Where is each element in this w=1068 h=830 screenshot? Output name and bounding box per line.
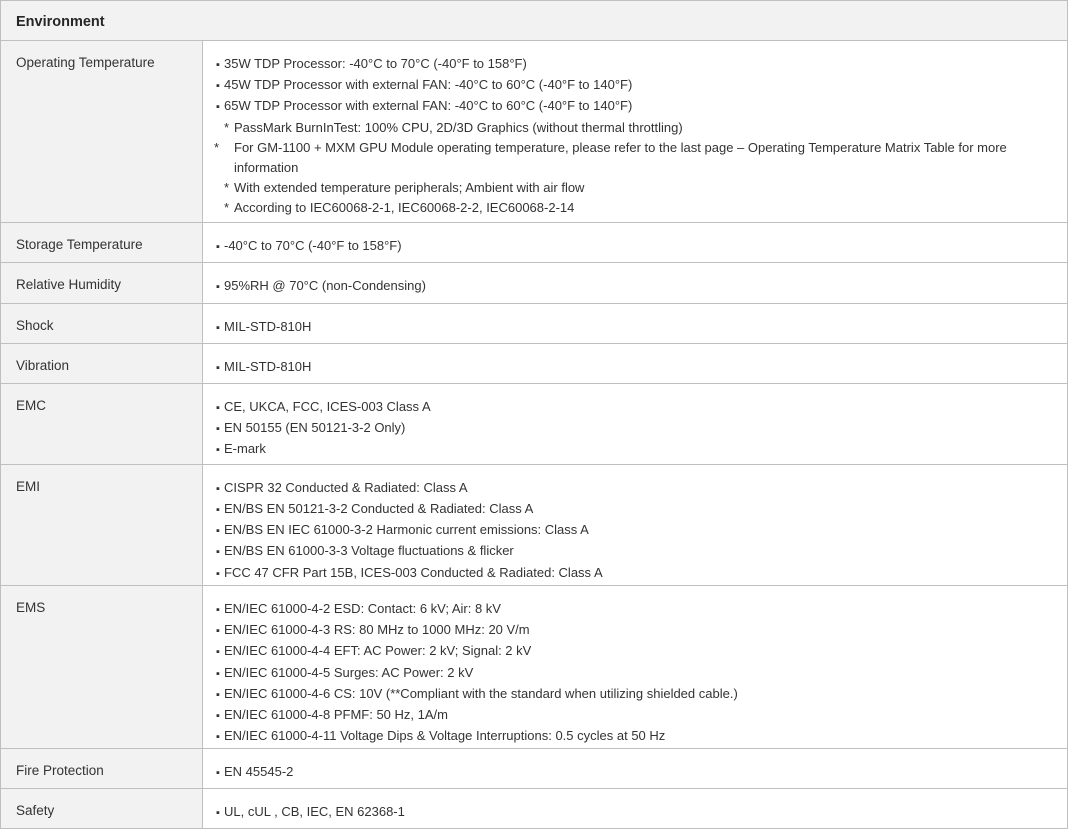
item-text: EN/IEC 61000-4-11 Voltage Dips & Voltage Interruptions: 0.5 cycles at 50 Hz bbox=[224, 728, 666, 744]
item-text: EN/IEC 61000-4-8 PFMF: 50 Hz, 1A/m bbox=[224, 707, 448, 723]
row-label: Operating Temperature bbox=[16, 55, 155, 71]
bullet-icon: ▪ bbox=[216, 567, 220, 580]
item-text: 65W TDP Processor with external FAN: -40°C to 60°C (-40°F to 140°F) bbox=[224, 98, 633, 114]
row-label-cell bbox=[1, 586, 203, 749]
table-row bbox=[1, 586, 1068, 749]
list-item bbox=[216, 563, 1067, 584]
row-value-cell bbox=[203, 383, 1068, 464]
row-value-cell bbox=[203, 748, 1068, 788]
list-item bbox=[216, 520, 1067, 541]
list-item bbox=[216, 418, 1067, 439]
list-item bbox=[216, 499, 1067, 520]
asterisk-icon: * bbox=[224, 180, 230, 196]
list-item bbox=[216, 236, 1067, 257]
row-label: EMC bbox=[16, 397, 46, 413]
bullet-icon: ▪ bbox=[216, 401, 220, 414]
spec-list bbox=[203, 749, 1067, 783]
table-row bbox=[1, 383, 1068, 464]
item-text: 95%RH @ 70°C (non-Condensing) bbox=[224, 278, 426, 294]
list-item bbox=[216, 439, 1067, 460]
row-label-cell bbox=[1, 41, 203, 223]
bullet-icon: ▪ bbox=[216, 482, 220, 495]
section-header-cell bbox=[1, 1, 1068, 41]
list-item bbox=[216, 762, 1067, 783]
row-value-cell bbox=[203, 303, 1068, 343]
row-value-cell bbox=[203, 263, 1068, 303]
list-item bbox=[216, 75, 1067, 96]
spec-list bbox=[203, 223, 1067, 257]
row-label-cell bbox=[1, 464, 203, 585]
item-text: EN 45545-2 bbox=[224, 763, 294, 779]
item-text: MIL-STD-810H bbox=[224, 318, 312, 334]
row-label-cell bbox=[1, 343, 203, 383]
bullet-icon: ▪ bbox=[216, 422, 220, 435]
row-value-cell bbox=[203, 41, 1068, 223]
item-text: PassMark BurnInTest: 100% CPU, 2D/3D Graphics (without thermal throttling) bbox=[234, 119, 683, 135]
item-text: EN/IEC 61000-4-6 CS: 10V (**Compliant with the standard when utilizing shielded cable.) bbox=[224, 685, 738, 701]
item-text: EN 50155 (EN 50121-3-2 Only) bbox=[224, 419, 406, 435]
item-text: EN/BS EN 50121-3-2 Conducted & Radiated: Class A bbox=[224, 501, 534, 516]
row-label: Storage Temperature bbox=[16, 237, 143, 253]
bullet-icon: ▪ bbox=[216, 667, 220, 680]
row-label: Vibration bbox=[16, 357, 70, 373]
item-text: EN/IEC 61000-4-2 ESD: Contact: 6 kV; Air: 8 kV bbox=[224, 601, 501, 617]
row-label-cell bbox=[1, 788, 203, 828]
item-text: FCC 47 CFR Part 15B, ICES-003 Conducted & Radiated: Class A bbox=[224, 564, 603, 580]
list-item bbox=[216, 684, 1067, 705]
section-title: Environment bbox=[16, 14, 105, 30]
bullet-icon: ▪ bbox=[216, 688, 220, 701]
spec-list bbox=[203, 263, 1067, 297]
spec-list bbox=[203, 41, 1067, 219]
spec-list bbox=[203, 586, 1067, 747]
bullet-icon: ▪ bbox=[216, 59, 220, 72]
row-value-cell bbox=[203, 223, 1068, 263]
bullet-icon: ▪ bbox=[216, 361, 220, 374]
row-label-cell bbox=[1, 748, 203, 788]
list-item bbox=[216, 96, 1067, 117]
asterisk-icon: * bbox=[224, 119, 230, 135]
bullet-icon: ▪ bbox=[216, 766, 220, 779]
note-item bbox=[216, 178, 1067, 198]
row-label: Relative Humidity bbox=[16, 277, 122, 293]
bullet-icon: ▪ bbox=[216, 710, 220, 723]
item-text: -40°C to 70°C (-40°F to 158°F) bbox=[224, 238, 402, 254]
spec-list bbox=[203, 384, 1067, 461]
list-item bbox=[216, 705, 1067, 726]
item-text: 45W TDP Processor with external FAN: -40°C to 60°C (-40°F to 140°F) bbox=[224, 77, 633, 93]
item-text: EN/IEC 61000-4-5 Surges: AC Power: 2 kV bbox=[224, 664, 474, 680]
row-value-cell bbox=[203, 586, 1068, 749]
list-item bbox=[216, 54, 1067, 75]
bullet-icon: ▪ bbox=[216, 444, 220, 457]
asterisk-icon: * bbox=[214, 139, 220, 155]
table-row bbox=[1, 343, 1068, 383]
row-label-cell bbox=[1, 383, 203, 464]
bullet-icon: ▪ bbox=[216, 504, 220, 516]
list-item bbox=[216, 541, 1067, 562]
asterisk-icon: * bbox=[224, 200, 230, 216]
table-row bbox=[1, 788, 1068, 828]
list-item bbox=[216, 357, 1067, 378]
bullet-icon: ▪ bbox=[216, 806, 220, 819]
item-text: UL, cUL , CB, IEC, EN 62368-1 bbox=[224, 803, 405, 819]
spec-list bbox=[203, 789, 1067, 823]
row-value-cell bbox=[203, 343, 1068, 383]
row-label-cell bbox=[1, 223, 203, 263]
list-item bbox=[216, 599, 1067, 620]
row-label-cell bbox=[1, 263, 203, 303]
item-text: CISPR 32 Conducted & Radiated: Class A bbox=[224, 479, 468, 495]
table-row bbox=[1, 41, 1068, 223]
bullet-icon: ▪ bbox=[216, 546, 220, 559]
item-text: EN/BS EN IEC 61000-3-2 Harmonic current emissions: Class A bbox=[224, 522, 589, 538]
bullet-icon: ▪ bbox=[216, 321, 220, 334]
row-label: Shock bbox=[16, 317, 54, 333]
row-value-cell bbox=[203, 788, 1068, 828]
table-row bbox=[1, 263, 1068, 303]
list-item bbox=[216, 802, 1067, 823]
list-item bbox=[216, 317, 1067, 338]
bullet-icon: ▪ bbox=[216, 646, 220, 659]
list-item bbox=[216, 478, 1067, 499]
item-text: CE, UKCA, FCC, ICES-003 Class A bbox=[224, 398, 431, 414]
list-item bbox=[216, 620, 1067, 641]
list-item bbox=[216, 397, 1067, 418]
section-header-row bbox=[1, 1, 1068, 41]
table-row bbox=[1, 223, 1068, 263]
table-row bbox=[1, 748, 1068, 788]
list-item bbox=[216, 641, 1067, 662]
bullet-icon: ▪ bbox=[216, 731, 220, 744]
bullet-icon: ▪ bbox=[216, 281, 220, 294]
item-text: EN/BS EN 61000-3-3 Voltage fluctuations & flicker bbox=[224, 543, 514, 559]
list-item bbox=[216, 726, 1067, 747]
spec-list bbox=[203, 344, 1067, 378]
bullet-icon: ▪ bbox=[216, 525, 220, 538]
item-text: With extended temperature peripherals; Ambient with air flow bbox=[234, 180, 585, 196]
bullet-icon: ▪ bbox=[216, 241, 220, 254]
note-item bbox=[216, 198, 1067, 218]
bullet-icon: ▪ bbox=[216, 101, 220, 114]
bullet-icon: ▪ bbox=[216, 604, 220, 617]
spec-list bbox=[203, 465, 1067, 584]
item-text: EN/IEC 61000-4-3 RS: 80 MHz to 1000 MHz: 20 V/m bbox=[224, 622, 530, 638]
item-text: 35W TDP Processor: -40°C to 70°C (-40°F to 158°F) bbox=[224, 56, 527, 72]
bullet-icon: ▪ bbox=[216, 80, 220, 93]
note-item bbox=[216, 118, 1067, 138]
row-label: EMS bbox=[16, 600, 46, 616]
item-text: EN/IEC 61000-4-4 EFT: AC Power: 2 kV; Signal: 2 kV bbox=[224, 643, 532, 659]
row-label-cell bbox=[1, 303, 203, 343]
table-row bbox=[1, 303, 1068, 343]
row-label: Fire Protection bbox=[16, 762, 104, 778]
item-text: MIL-STD-810H bbox=[224, 358, 312, 374]
bullet-icon: ▪ bbox=[216, 625, 220, 638]
item-text: According to IEC60068-2-1, IEC60068-2-2, IEC60068-2-14 bbox=[234, 200, 575, 216]
note-item bbox=[216, 138, 1067, 178]
spec-list bbox=[203, 304, 1067, 338]
list-item bbox=[216, 276, 1067, 297]
list-item bbox=[216, 663, 1067, 684]
row-label: EMI bbox=[16, 478, 41, 494]
item-text: E-mark bbox=[224, 441, 266, 457]
row-label: Safety bbox=[16, 802, 55, 818]
row-value-cell bbox=[203, 464, 1068, 585]
item-text: For GM-1100 + MXM GPU Module operating temperature, please refer to the last page – Operating Temperature Matrix Table for more information bbox=[234, 139, 1007, 176]
table-row bbox=[1, 464, 1068, 585]
